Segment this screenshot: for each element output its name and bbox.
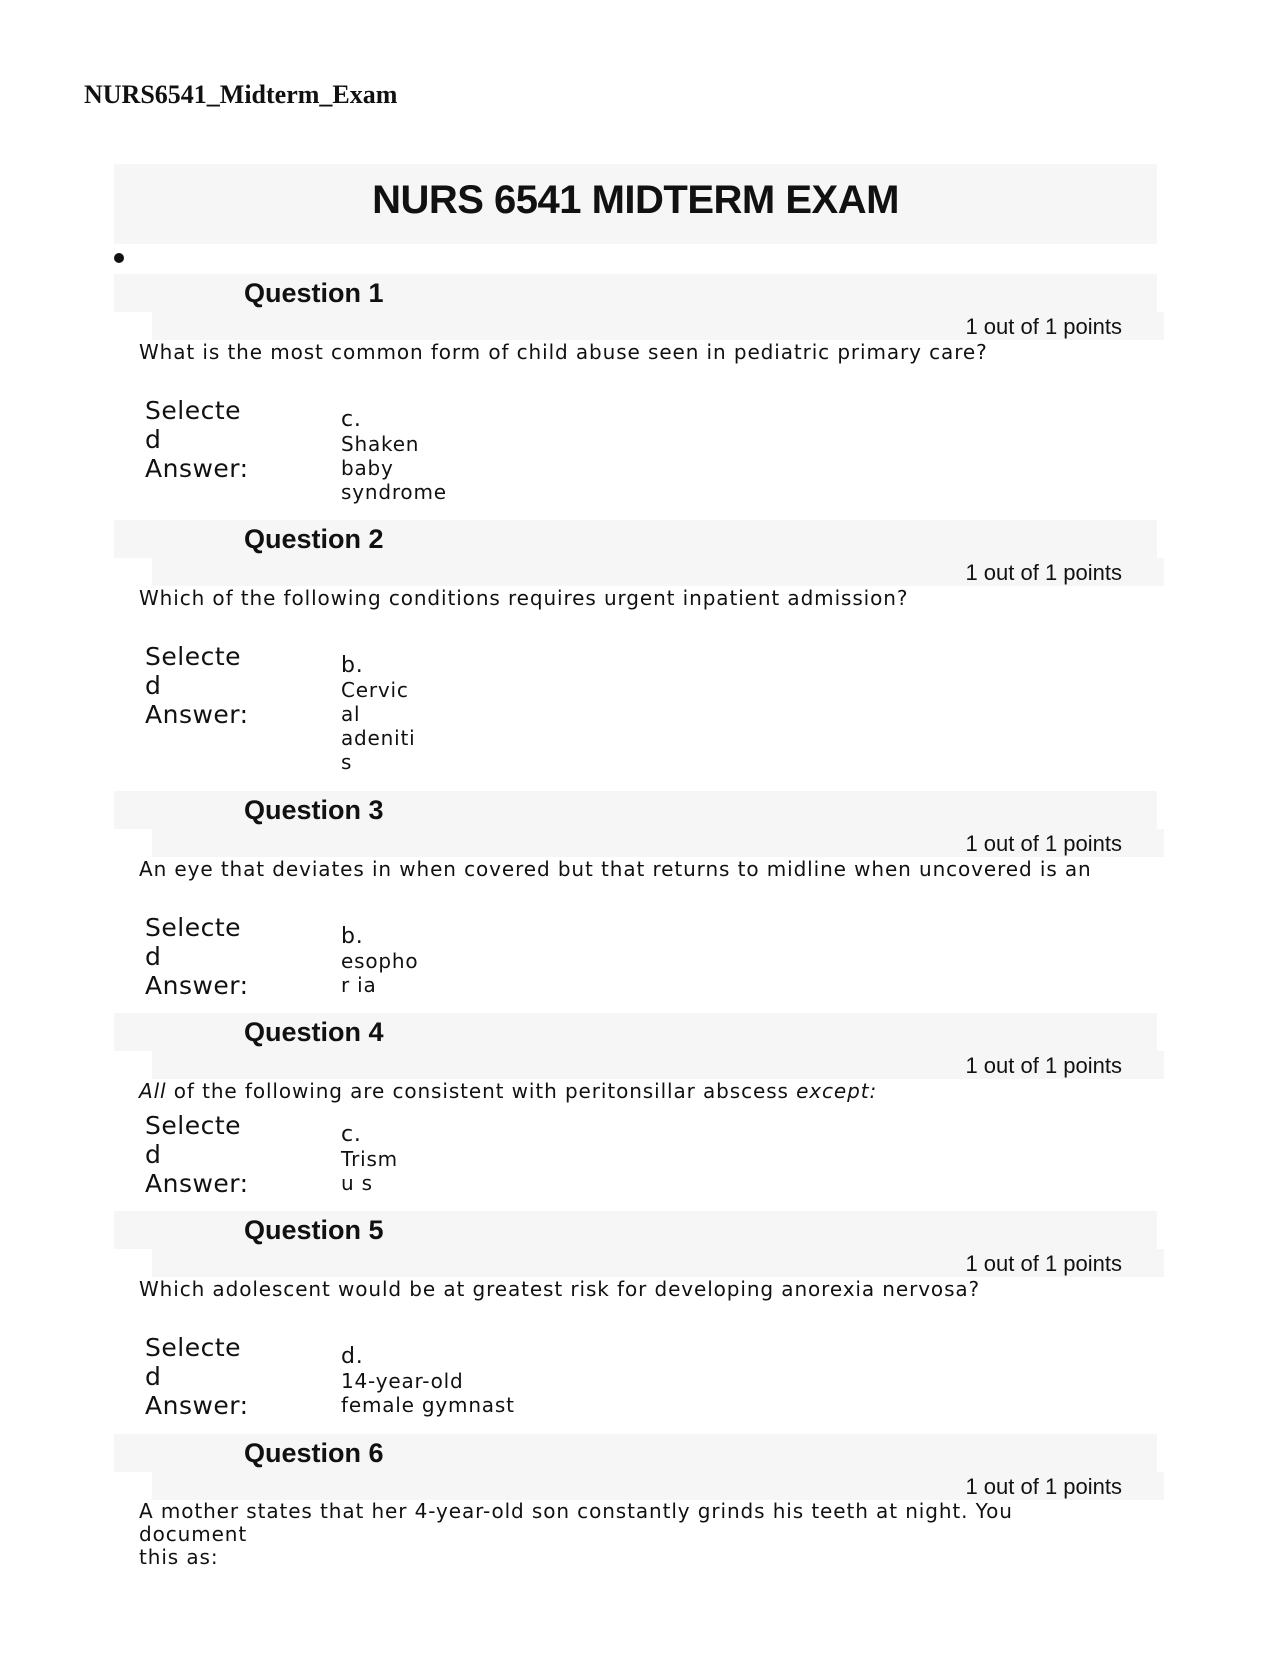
- question-4: [114, 1013, 1164, 1211]
- points-score: 1 out of 1 points: [965, 1251, 1122, 1276]
- question-2: [114, 520, 1164, 782]
- question-text: Which of the following conditions requires urgent inpatient admission?: [139, 586, 909, 610]
- selected-answer-label: Selecte d Answer:: [145, 1333, 249, 1420]
- question-title: Question 1: [244, 278, 384, 308]
- question-title: Question 4: [244, 1017, 384, 1047]
- bullet: [114, 253, 124, 263]
- selected-answer-label: Selecte d Answer:: [145, 396, 249, 483]
- question-title: Question 5: [244, 1215, 384, 1245]
- question-title: Question 3: [244, 795, 384, 825]
- selected-answer-label: Selecte d Answer:: [145, 1111, 249, 1198]
- question-5: [114, 1211, 1164, 1433]
- document-header: NURS6541_Midterm_Exam: [84, 80, 398, 109]
- question-text: Which adolescent would be at greatest risk for developing anorexia nervosa?: [139, 1277, 981, 1301]
- selected-answer: b. esopho r ia: [341, 924, 419, 997]
- question-6: [114, 1434, 1164, 1584]
- points-score: 1 out of 1 points: [965, 1053, 1122, 1078]
- selected-answer-label: Selecte d Answer:: [145, 642, 249, 729]
- points-score: 1 out of 1 points: [965, 831, 1122, 856]
- selected-answer: c. Trism u s: [341, 1122, 398, 1195]
- question-3: [114, 791, 1164, 1011]
- points-score: 1 out of 1 points: [965, 1474, 1122, 1499]
- question-title: Question 6: [244, 1438, 384, 1468]
- question-title: Question 2: [244, 524, 384, 554]
- question-1: [114, 274, 1164, 510]
- points-score: 1 out of 1 points: [965, 560, 1122, 585]
- question-text: All of the following are consistent with peritonsillar abscess except:: [139, 1079, 878, 1103]
- question-text: An eye that deviates in when covered but that returns to midline when uncovered is an: [139, 857, 1092, 881]
- question-text: A mother states that her 4-year-old son constantly grinds his teeth at night. You document this as:: [139, 1499, 1013, 1569]
- selected-answer: b. Cervic al adeniti s: [341, 653, 416, 774]
- selected-answer-label: Selecte d Answer:: [145, 913, 249, 1000]
- selected-answer: d. 14-year-old female gymnast: [341, 1344, 515, 1417]
- selected-answer: c. Shaken baby syndrome: [341, 407, 447, 504]
- points-score: 1 out of 1 points: [965, 314, 1122, 339]
- page-title: NURS 6541 MIDTERM EXAM: [372, 178, 899, 222]
- question-text: What is the most common form of child abuse seen in pediatric primary care?: [139, 340, 988, 364]
